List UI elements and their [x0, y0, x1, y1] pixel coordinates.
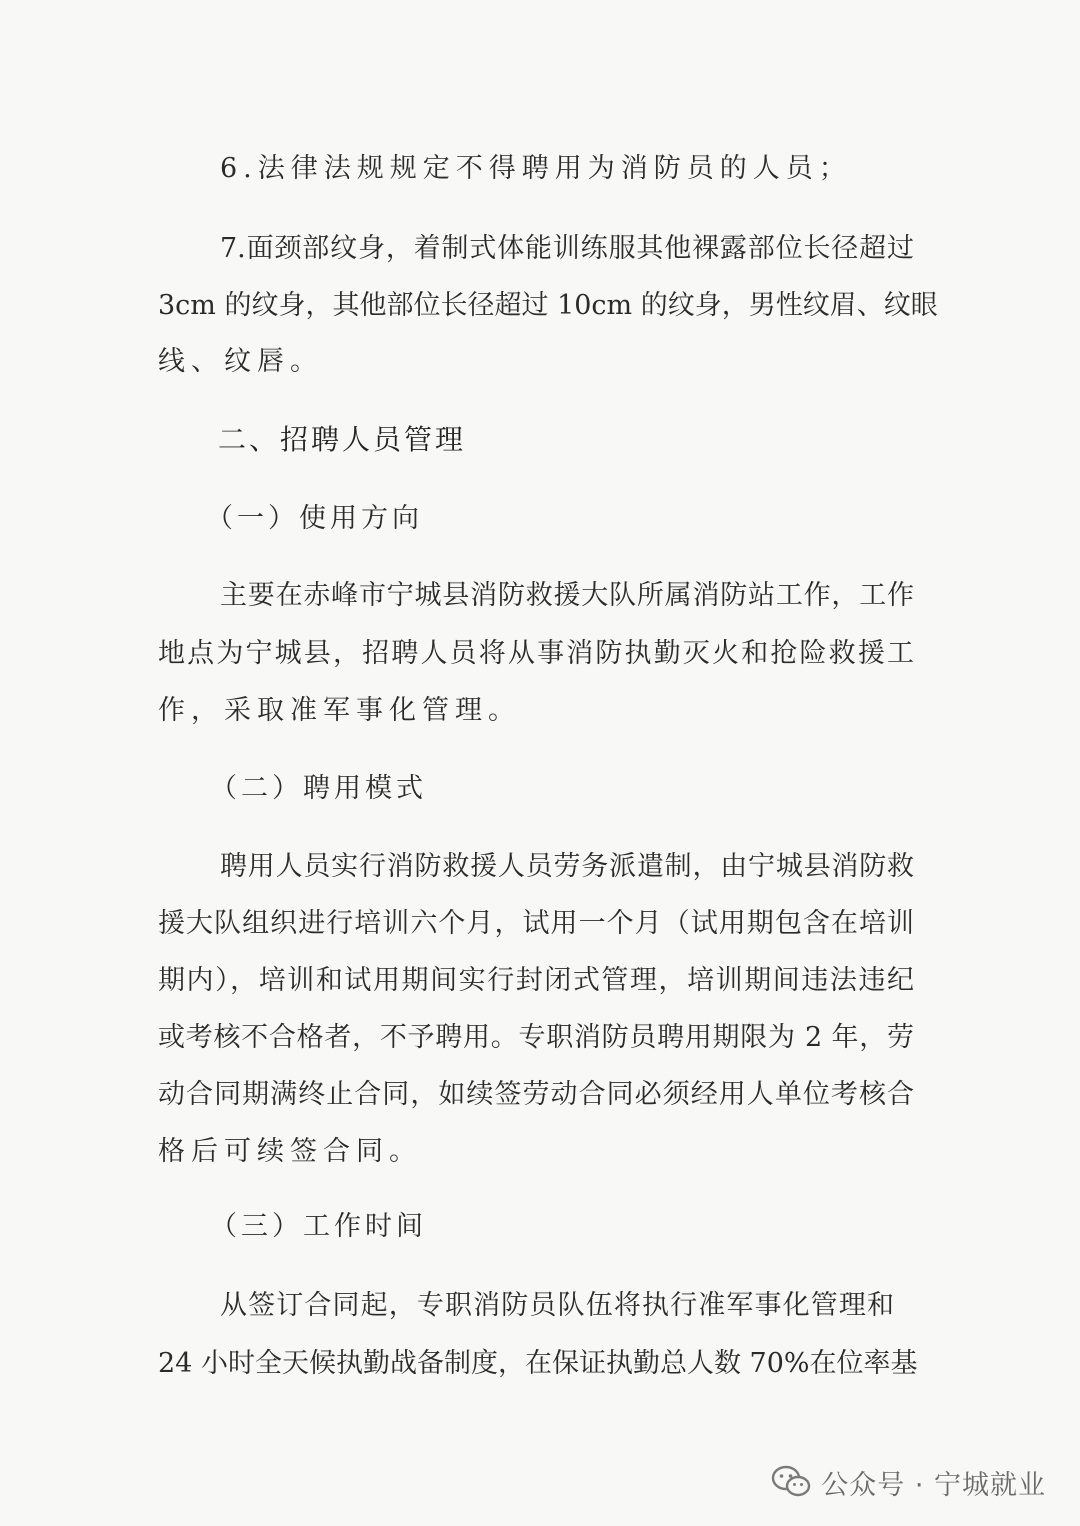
- subheading-working-hours: （三）工作时间: [210, 1211, 427, 1242]
- wechat-icon: [771, 1465, 811, 1499]
- subheading-employment-mode: （二）聘用模式: [210, 773, 427, 804]
- paragraph-2-line-6: 格后可续签合同。: [158, 1136, 422, 1167]
- paragraph-2-line-5: 动合同期满终止合同，如续签劳动合同必须经用人单位考核合: [158, 1079, 914, 1110]
- list-item-6: 6.法律法规规定不得聘用为消防员的人员；: [220, 153, 852, 184]
- list-item-7-line-3: 线、纹唇。: [158, 346, 323, 377]
- paragraph-2-line-4: 或考核不合格者，不予聘用。专职消防员聘用期限为 2 年，劳: [158, 1022, 914, 1053]
- watermark: [771, 1462, 1046, 1502]
- paragraph-2-line-3: 期内），培训和试用期间实行封闭式管理，培训期间违法违纪: [158, 965, 914, 996]
- list-item-7-line-1: 7.面颈部纹身，着制式体能训练服其他裸露部位长径超过: [220, 233, 914, 264]
- paragraph-2-line-1: 聘用人员实行消防救援人员劳务派遣制，由宁城县消防救: [220, 851, 914, 882]
- paragraph-2-line-2: 援大队组织进行培训六个月，试用一个月（试用期包含在培训: [158, 908, 914, 939]
- subheading-usage-direction: （一）使用方向: [206, 503, 423, 534]
- paragraph-1-line-3: 作，采取准军事化管理。: [158, 695, 521, 726]
- paragraph-3-line-1: 从签订合同起，专职消防员队伍将执行准军事化管理和: [220, 1290, 894, 1321]
- watermark-text: 公众号 · 宁城就业: [821, 1469, 1046, 1501]
- paragraph-1-line-1: 主要在赤峰市宁城县消防救援大队所属消防站工作，工作: [220, 580, 914, 611]
- section-heading: 二、招聘人员管理: [218, 423, 467, 456]
- paragraph-1-line-2: 地点为宁城县，招聘人员将从事消防执勤灭火和抢险救援工: [158, 638, 914, 669]
- paragraph-3-line-2: 24 小时全天候执勤战备制度，在保证执勤总人数 70%在位率基: [158, 1348, 918, 1379]
- list-item-7-line-2: 3cm 的纹身，其他部位长径超过 10cm 的纹身，男性纹眉、纹眼: [158, 290, 938, 321]
